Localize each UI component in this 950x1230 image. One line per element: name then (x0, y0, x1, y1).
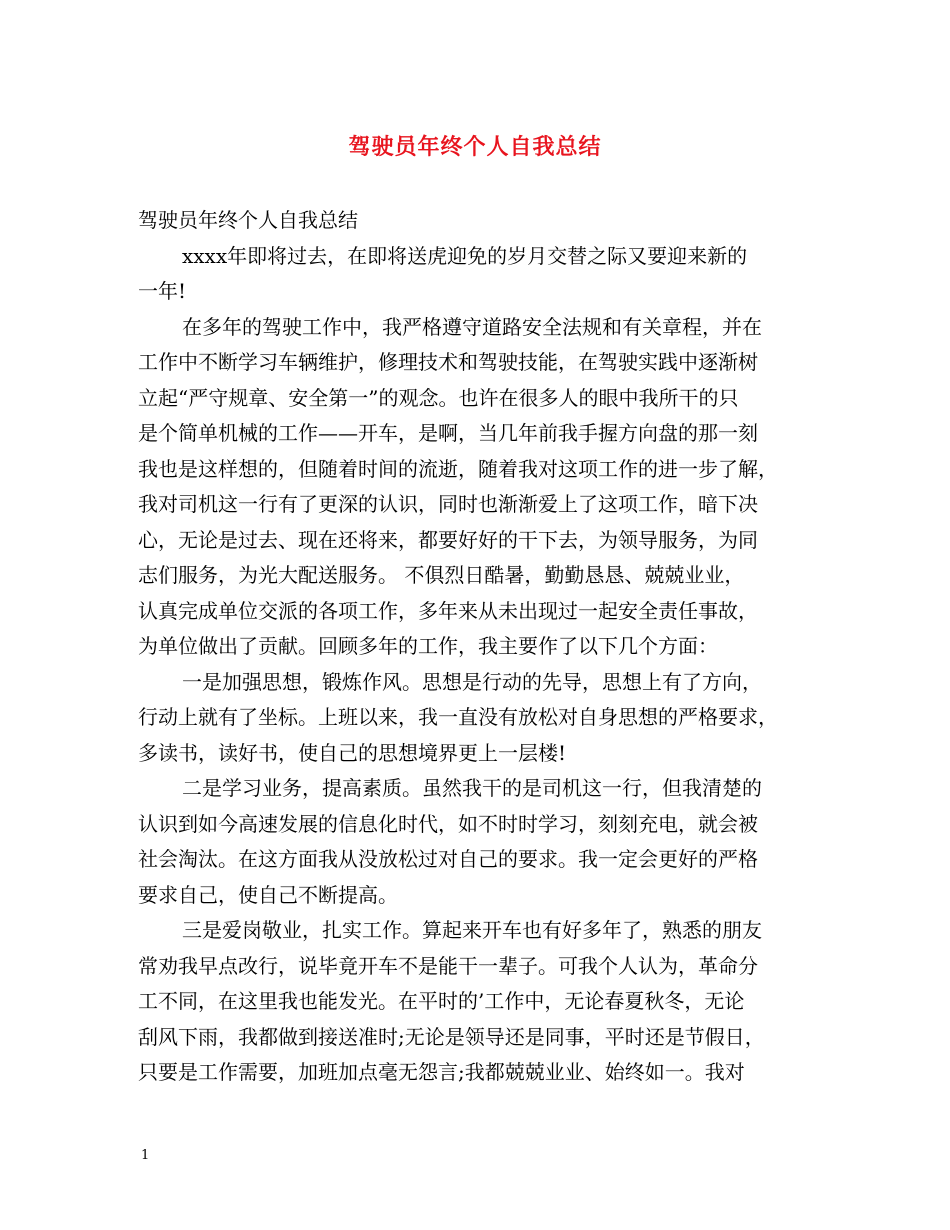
body-line: 一是加强思想，锻炼作风。思想是行动的先导，思想上有了方向， (182, 669, 762, 694)
body-line: 常劝我早点改行，说毕竟开车不是能干一辈子。可我个人认为，革命分 (138, 953, 758, 978)
body-line: 社会淘汰。在这方面我从没放松过对自己的要求。我一定会更好的严格 (138, 847, 758, 871)
body-line: 工作中不断学习车辆维护，修理技术和驾驶技能，在驾驶实践中逐渐树 (138, 350, 758, 374)
body-line: 多读书，读好书，使自己的思想境界更上一层楼! (138, 740, 567, 765)
body-line: xxxx年即将过去，在即将送虎迎免的岁月交替之际又要迎来新的 (182, 243, 748, 268)
page-number: 1 (141, 1148, 150, 1163)
body-line: 在多年的驾驶工作中，我严格遵守道路安全法规和有关章程，并在 (182, 314, 762, 339)
body-line: 志们服务，为光大配送服务。 不俱烈日酷暑，勤勤恳恳、兢兢业业， (138, 563, 745, 587)
body-line: 一年! (138, 279, 187, 303)
body-line: 立起“严守规章、安全第一”的观念。也许在很多人的眼中我所干的只 (138, 385, 739, 410)
body-line: 我对司机这一行有了更深的认识，同时也渐渐爱上了这项工作，暗下决 (138, 492, 758, 516)
body-line: 我也是这样想的，但随着时间的流逝，随着我对这项工作的进一步了解， (138, 456, 778, 481)
body-line: 认识到如今高速发展的信息化时代，如不时时学习，刻刻充电，就会被 (138, 811, 758, 836)
body-line: 二是学习业务，提高素质。虽然我干的是司机这一行，但我清楚的 (182, 776, 762, 800)
body-line: 只要是工作需要，加班加点毫无怨言;我都兢兢业业、始终如一。我对 (138, 1060, 745, 1084)
body-line: 行动上就有了坐标。上班以来，我一直没有放松对自身思想的严格要求， (138, 705, 778, 729)
body-line: 要求自己，使自己不断提高。 (138, 882, 398, 907)
body-line: 驾驶员年终个人自我总结 (138, 208, 358, 232)
body-line: 工不同，在这里我也能发光。在平时的’工作中，无论春夏秋冬，无论 (138, 989, 745, 1013)
body-line: 是个简单机械的工作——开车，是啊，当几年前我手握方向盘的那一刻 (138, 421, 758, 445)
body-line: 三是爱岗敬业，扎实工作。算起来开车也有好多年了，熟悉的朋友 (182, 918, 762, 942)
body-line: 认真完成单位交派的各项工作，多年来从未出现过一起安全责任事故， (138, 598, 758, 623)
body-line: 刮风下雨，我都做到接送准时;无论是领导还是同事，平时还是节假日， (138, 1024, 765, 1049)
body-line: 心，无论是过去、现在还将来，都要好好的干下去，为领导服务，为同 (138, 527, 758, 552)
body-line: 为单位做出了贡献。回顾多年的工作，我主要作了以下几个方面： (138, 634, 718, 658)
document-body (138, 203, 814, 1091)
document-title: 驾驶员年终个人自我总结 (348, 135, 602, 160)
